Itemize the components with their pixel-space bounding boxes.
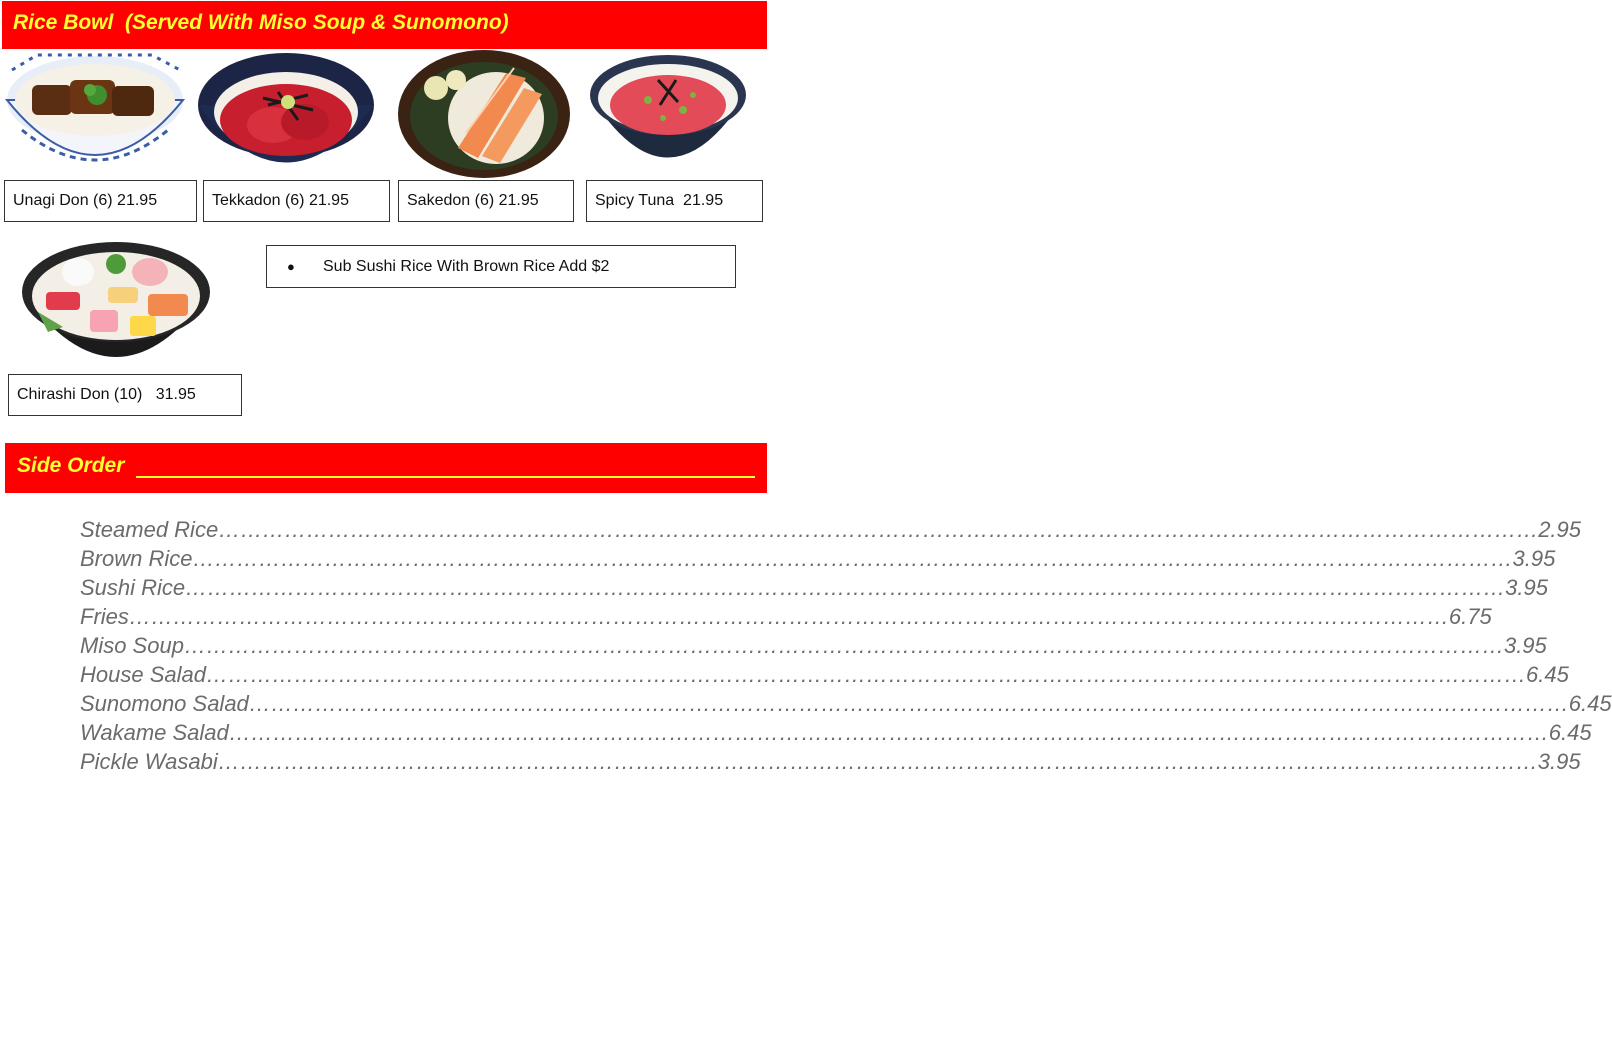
leader-dots: ……………………………………………………………………………………………………………………………………………………………… <box>183 633 1504 658</box>
side-item-name: Sushi Rice <box>80 575 186 600</box>
leader-dots: ……………………………………………………………………………………………………………………………………………………………… <box>192 546 1513 571</box>
side-order-header <box>5 443 767 493</box>
leader-dots: ……………………………………………………………………………………………………………………………………………………………… <box>185 575 1506 600</box>
side-item-price: 6.45 <box>1525 662 1569 687</box>
side-item-name: Miso Soup <box>80 633 184 658</box>
side-item-wakame-salad <box>80 720 1592 749</box>
chirashi-don-photo <box>18 232 214 374</box>
side-item-fries <box>80 604 1492 633</box>
leader-dots: ……………………………………………………………………………………………………………………………………………………………… <box>248 691 1569 716</box>
side-item-price: 2.95 <box>1538 517 1582 542</box>
side-order-title: Side Order <box>17 454 125 477</box>
leader-dots: ……………………………………………………………………………………………………………………………………………………………… <box>217 749 1538 774</box>
leader-dots: ……………………………………………………………………………………………………………………………………………………………… <box>228 720 1549 745</box>
side-item-price: 6.75 <box>1448 604 1492 629</box>
side-item-price: 3.95 <box>1505 575 1548 600</box>
menu-item-chirashi-don: Chirashi Don (10) 31.95 <box>8 374 242 416</box>
menu-item-spicy-tuna: Spicy Tuna 21.95 <box>586 180 763 222</box>
side-item-price: 6.45 <box>1548 720 1592 745</box>
side-item-price: 3.95 <box>1503 633 1547 658</box>
side-item-price: 3.95 <box>1512 546 1556 571</box>
side-item-steamed-rice <box>80 517 1582 546</box>
sakedon-photo <box>396 48 572 180</box>
side-item-sushi-rice <box>80 575 1548 604</box>
leader-dots: ……………………………………………………………………………………………………………………………………………………………… <box>218 517 1539 542</box>
side-item-name: Steamed Rice <box>80 517 219 542</box>
side-item-name: Wakame Salad <box>80 720 229 745</box>
brown-rice-note-text: Sub Sushi Rice With Brown Rice Add $2 <box>323 258 610 275</box>
side-item-price: 6.45 <box>1568 691 1612 716</box>
side-order-underline <box>136 476 755 478</box>
side-item-name: House Salad <box>80 662 206 687</box>
side-item-price: 3.95 <box>1537 749 1581 774</box>
side-item-pickle-wasabi <box>80 749 1581 778</box>
side-item-name: Pickle Wasabi <box>80 749 218 774</box>
side-item-sunomono-salad <box>80 691 1612 720</box>
side-item-miso-soup <box>80 633 1547 662</box>
brown-rice-note <box>266 245 736 288</box>
side-item-house-salad <box>80 662 1569 691</box>
side-item-name: Sunomono Salad <box>80 691 249 716</box>
menu-item-sakedon: Sakedon (6) 21.95 <box>398 180 574 222</box>
bullet-icon: ● <box>287 259 295 274</box>
side-item-name: Fries <box>80 604 129 629</box>
menu-item-unagi-don: Unagi Don (6) 21.95 <box>4 180 197 222</box>
unagi-don-photo <box>2 50 188 180</box>
leader-dots: ……………………………………………………………………………………………………………………………………………………………… <box>128 604 1449 629</box>
rice-bowl-title: Rice Bowl (Served With Miso Soup & Sunomono) <box>13 11 509 34</box>
side-item-name: Brown Rice <box>80 546 193 571</box>
menu-item-tekkadon: Tekkadon (6) 21.95 <box>203 180 390 222</box>
side-item-brown-rice <box>80 546 1556 575</box>
rice-bowl-header <box>2 1 767 49</box>
tekkadon-photo <box>193 50 379 180</box>
leader-dots: ……………………………………………………………………………………………………………………………………………………………… <box>205 662 1526 687</box>
spicy-tuna-photo <box>588 50 748 180</box>
side-order-list <box>80 517 1612 778</box>
